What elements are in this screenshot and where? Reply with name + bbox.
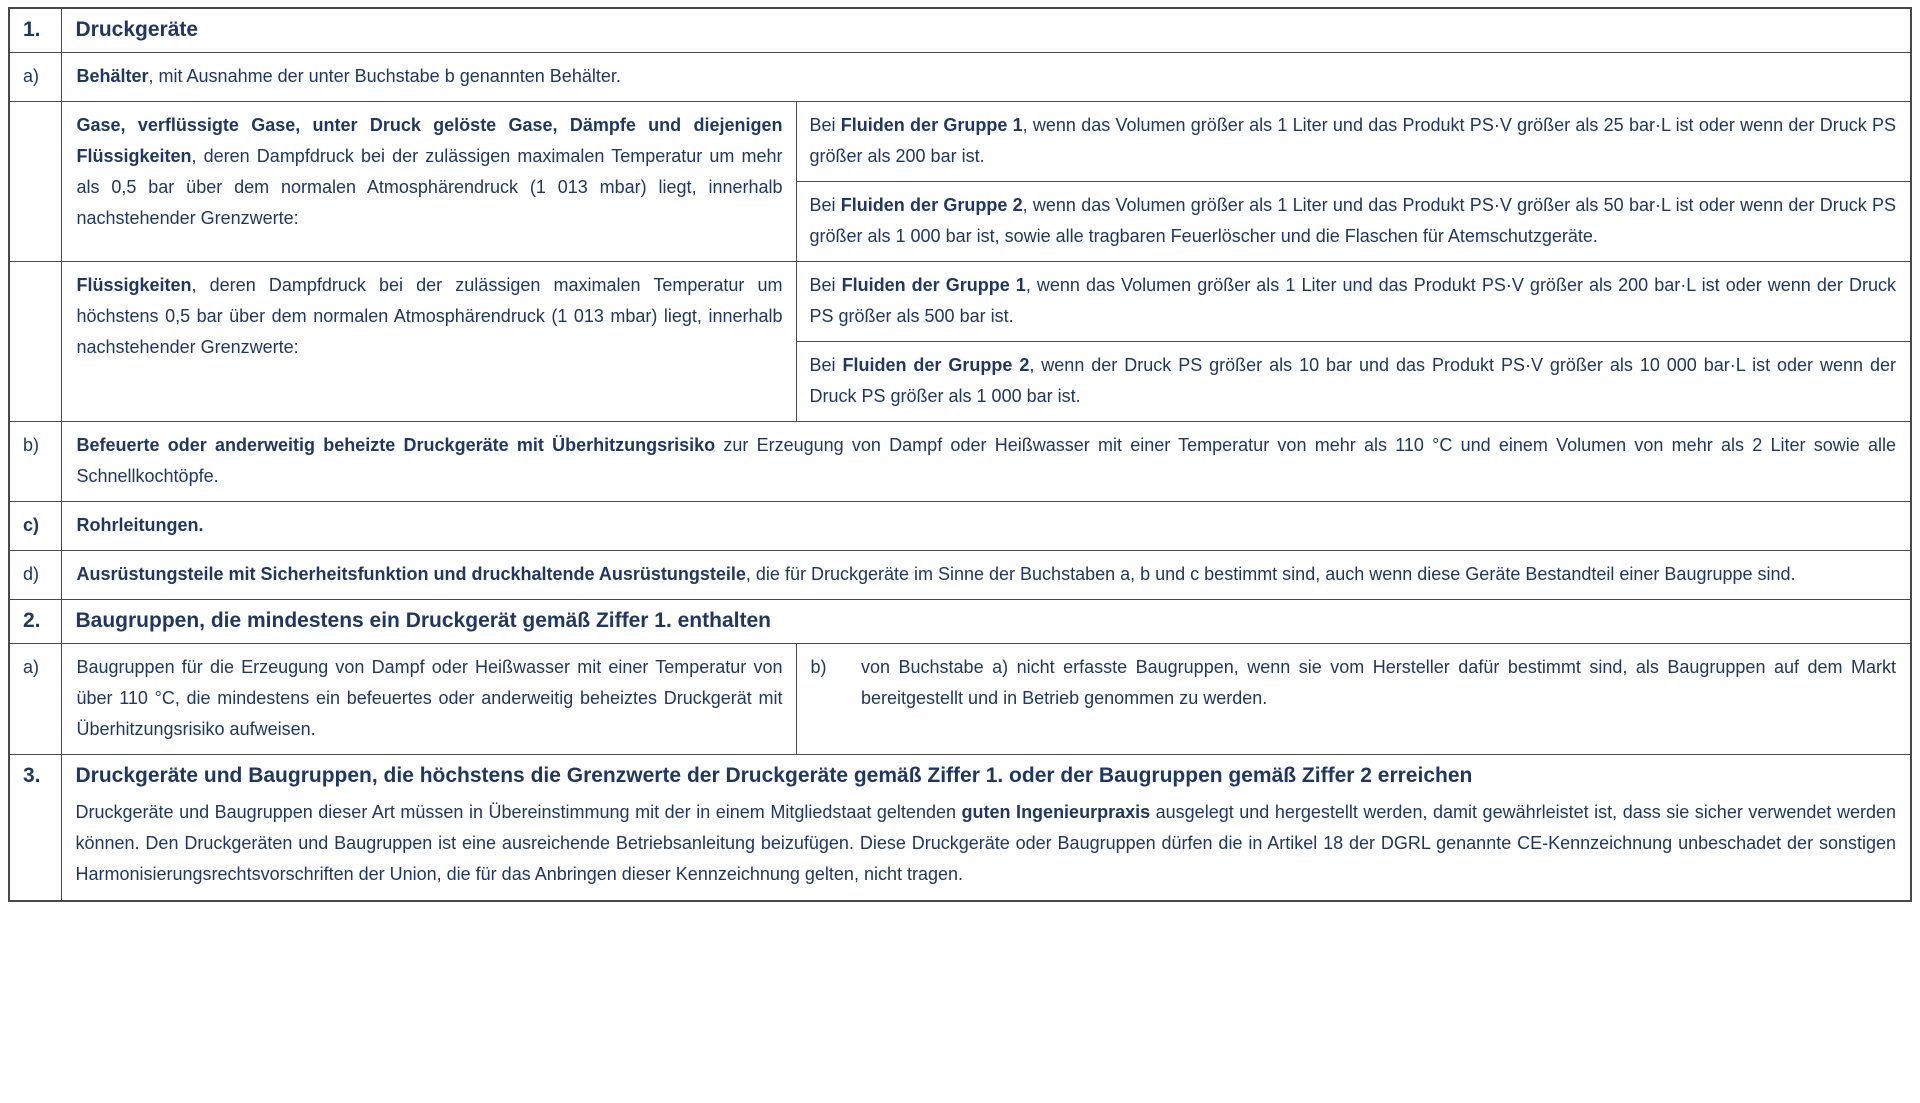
item-letter-c: c) [9,502,61,551]
fluessigkeiten-gruppe1-criteria: Bei Fluiden der Gruppe 1, wenn das Volumen größer als 1 Liter und das Produkt PS·V größer als 200 bar·L ist oder wenn der Druck PS größer als 500 bar ist. [796,262,1911,342]
row-ausruestungsteile [9,551,1911,600]
gase-gruppe2-criteria: Bei Fluiden der Gruppe 2, wenn das Volumen größer als 1 Liter und das Produkt PS·V größer als 50 bar·L ist oder wenn der Druck PS größer als 1 000 bar ist, sowie alle tragbaren Feuerlöscher und die Flaschen für Atemschutzgeräte. [796,182,1911,262]
fluessigkeiten-gruppe2-criteria: Bei Fluiden der Gruppe 2, wenn der Druck PS größer als 10 bar und das Produkt PS·V größer als 10 000 bar·L ist oder wenn der Druck PS größer als 1 000 bar ist. [796,342,1911,422]
section2-heading-row [9,600,1911,644]
gase-letter-cell [9,102,61,262]
fluessigkeiten-description: Flüssigkeiten, deren Dampfdruck bei der zulässigen maximalen Temperatur um höchstens 0,5 bar über dem normalen Atmosphärendruck (1 013 mbar) liegt, innerhalb nachstehender Grenzwerte: [61,262,796,422]
row-befeuerte [9,422,1911,502]
gase-description: Gase, verflüssigte Gase, unter Druck gelöste Gase, Dämpfe und diejenigen Flüssigkeiten, deren Dampfdruck bei der zulässigen maximalen Temperatur um mehr als 0,5 bar über dem normalen Atmosphärendruck (1 013 mbar) liegt, innerhalb nachstehender Grenzwerte: [61,102,796,262]
section2-letter-a: a) [9,644,61,755]
item-letter-d: d) [9,551,61,600]
row-behaelter [9,53,1911,102]
section2-col-b-text: von Buchstabe a) nicht erfasste Baugruppen, wenn sie vom Hersteller dafür bestimmt sind, als Baugruppen auf dem Markt bereitgestellt und in Betrieb genommen zu werden. [851,644,1911,755]
section3-content-cell [61,755,1911,902]
fluessigkeiten-letter-cell [9,262,61,422]
behaelter-text: Behälter, mit Ausnahme der unter Buchstabe b genannten Behälter. [61,53,1911,102]
row-gase-gruppe1 [9,102,1911,182]
row-fluessigkeiten-gruppe1 [9,262,1911,342]
pressure-equipment-table [8,7,1912,902]
section2-letter-b: b) [796,644,851,755]
ausruestungsteile-text: Ausrüstungsteile mit Sicherheitsfunktion und druckhaltende Ausrüstungsteile, die für Druckgeräte im Sinne der Buchstaben a, b und c bestimmt sind, auch wenn diese Geräte Bestandteil einer Baugruppe sind. [61,551,1911,600]
section3-row [9,755,1911,902]
befeuerte-text: Befeuerte oder anderweitig beheizte Druckgeräte mit Überhitzungsrisiko zur Erzeugung von Dampf oder Heißwasser mit einer Temperatur von mehr als 110 °C und einem Volumen von mehr als 2 Liter sowie alle Schnellkochtöpfe. [61,422,1911,502]
section1-heading-row [9,8,1911,53]
section3-paragraph: Druckgeräte und Baugruppen dieser Art müssen in Übereinstimmung mit der in einem Mitgliedstaat geltenden guten Ingenieurpraxis ausgelegt und hergestellt werden, damit gewährleistet ist, dass sie sicher verwendet werden können. Den Druckgeräten und Baugruppen ist eine ausreichende Betriebsanleitung beizufügen. Diese Druckgeräte oder Baugruppen dürfen die in Artikel 18 der DGRL genannte CE-Kennzeichnung unbeschadet der sonstigen Harmonisierungsrechtsvorschriften der Union, die für das Anbringen dieser Kennzeichnung gelten, nicht tragen. [75,802,1896,884]
section2-number: 2. [9,600,61,644]
section1-number: 1. [9,8,61,53]
section1-title: Druckgeräte [61,8,1911,53]
gase-gruppe1-criteria: Bei Fluiden der Gruppe 1, wenn das Volumen größer als 1 Liter und das Produkt PS·V größer als 25 bar·L ist oder wenn der Druck PS größer als 200 bar ist. [796,102,1911,182]
section2-columns-row [9,644,1911,755]
section2-col-a-text: Baugruppen für die Erzeugung von Dampf oder Heißwasser mit einer Temperatur von über 110 °C, die mindestens ein befeuertes oder anderweitig beheiztes Druckgerät mit Überhitzungsrisiko aufweisen. [61,644,796,755]
item-letter-a: a) [9,53,61,102]
section3-title: Druckgeräte und Baugruppen, die höchstens die Grenzwerte der Druckgeräte gemäß Ziffer 1. oder der Baugruppen gemäß Ziffer 2 erreichen [75,764,1473,787]
row-rohrleitungen [9,502,1911,551]
section3-number: 3. [9,755,61,902]
rohrleitungen-text: Rohrleitungen. [61,502,1911,551]
item-letter-b: b) [9,422,61,502]
section2-title: Baugruppen, die mindestens ein Druckgerät gemäß Ziffer 1. enthalten [61,600,1911,644]
